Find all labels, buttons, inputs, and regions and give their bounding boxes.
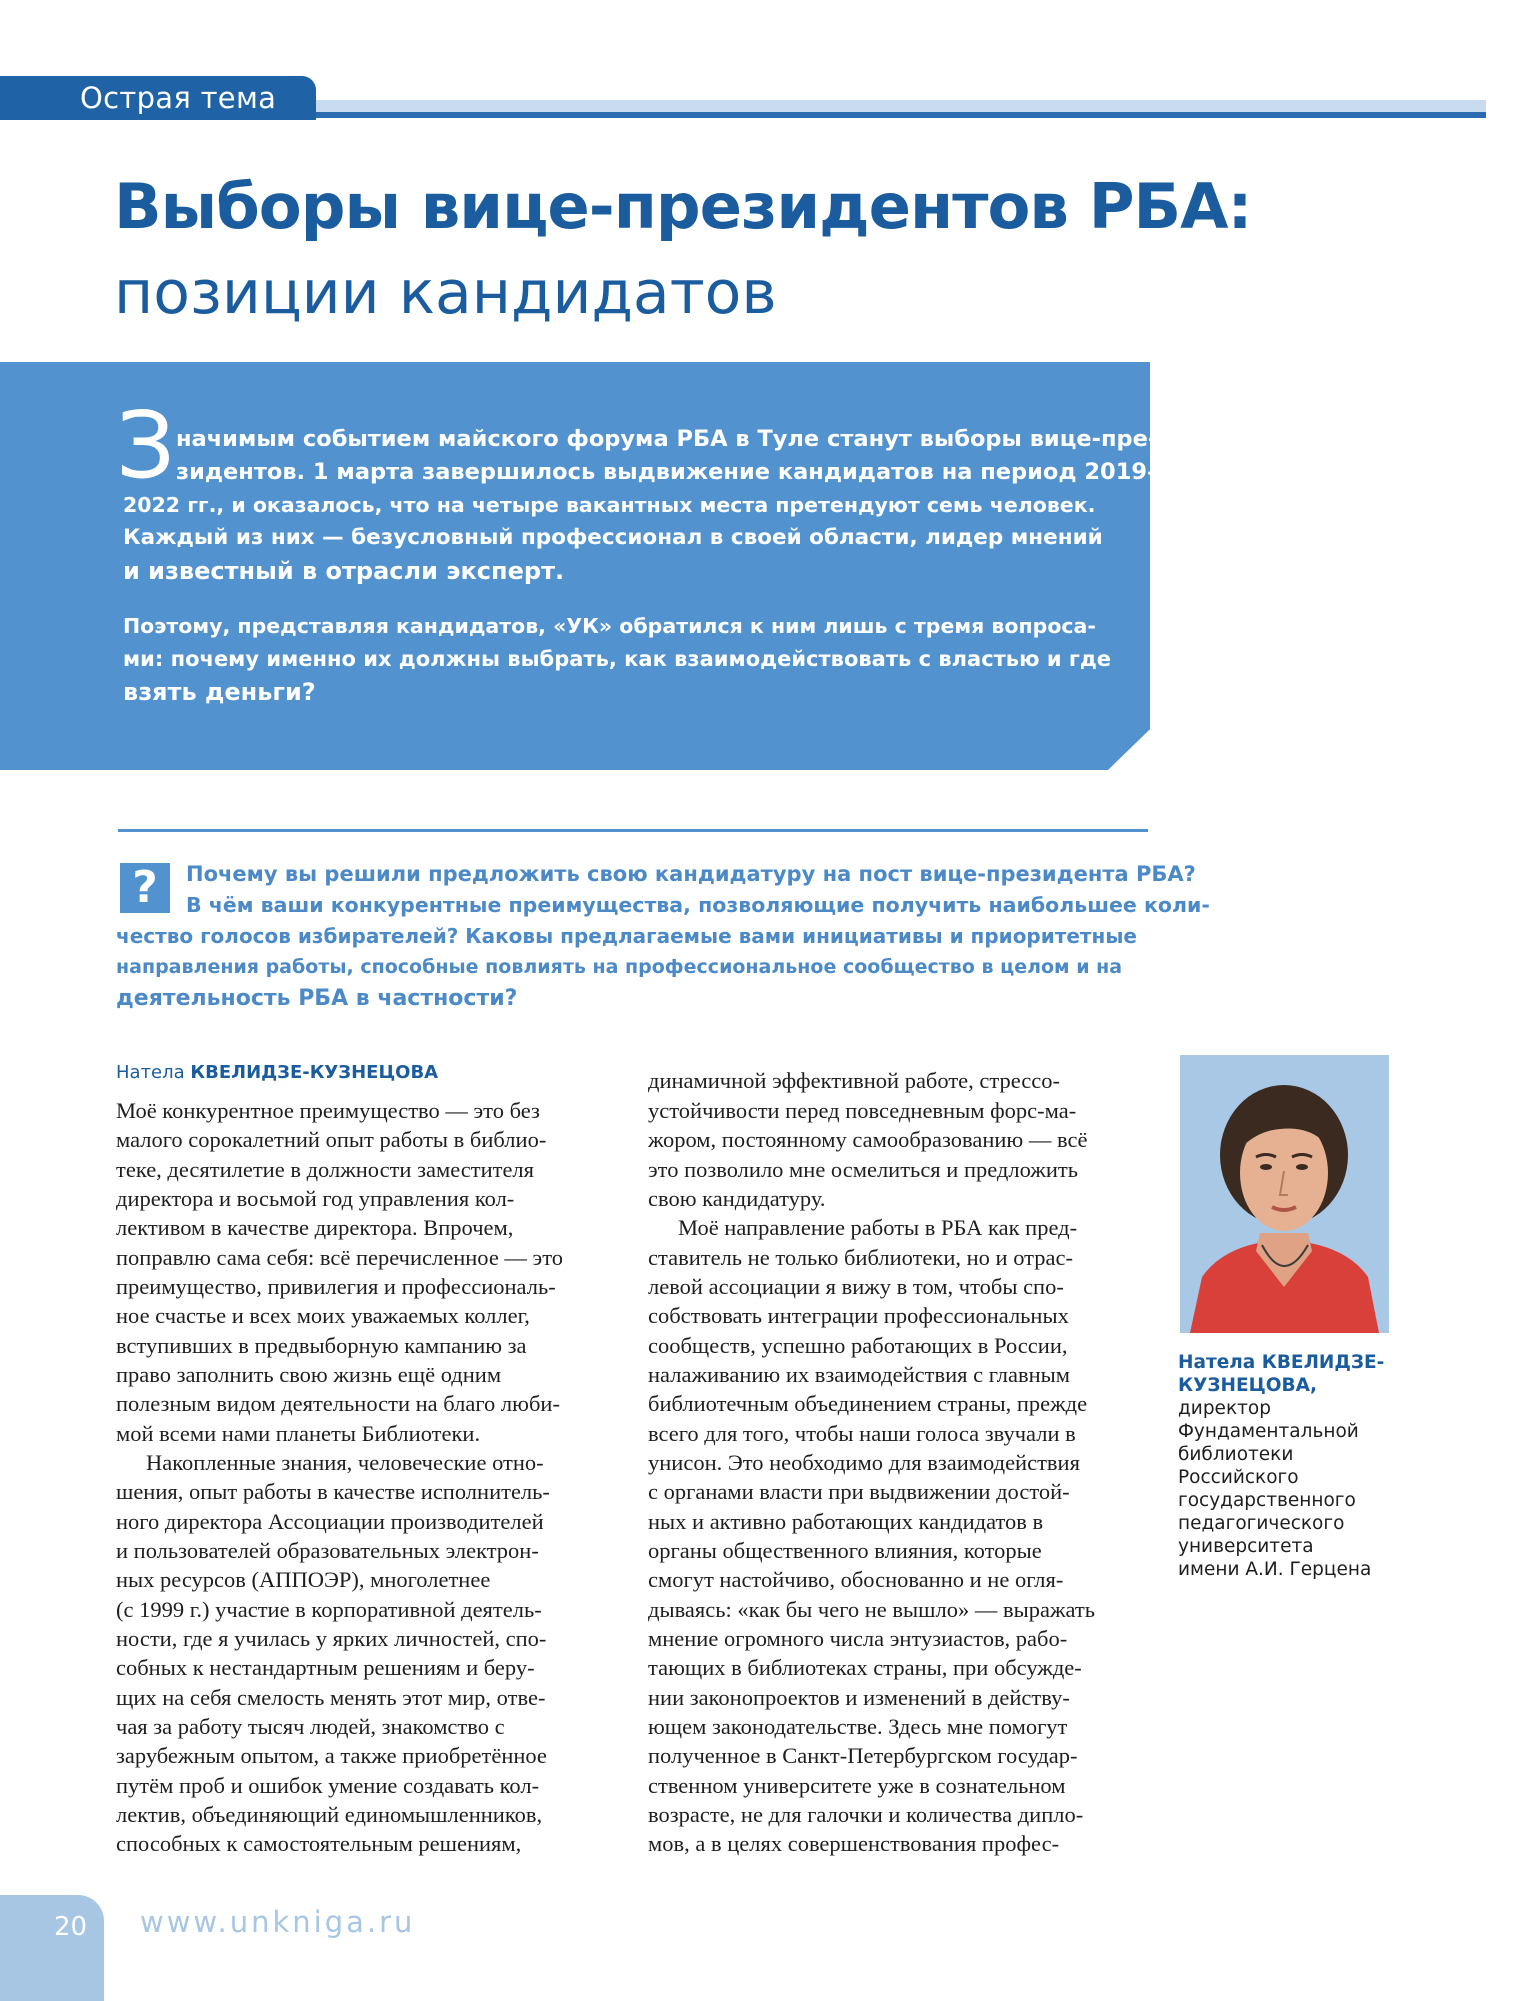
body-line: преимущество, привилегия и профессиональ- [116, 1274, 556, 1299]
body-line: (с 1999 г.) участие в корпоративной деятель- [116, 1597, 542, 1622]
body-line: свою кандидатуру. [648, 1186, 826, 1211]
body-line: ственном университете уже в сознательном [648, 1773, 1066, 1798]
body-line: ности, где я училась у ярких личностей, спо- [116, 1626, 547, 1651]
body-line: динамичной эффективной работе, стрессо- [648, 1068, 1061, 1093]
body-line: ное счастье и всех моих уважаемых коллег, [116, 1303, 530, 1328]
body-line: всего для того, чтобы наши голоса звучали в [648, 1421, 1076, 1446]
rubric-tab [0, 76, 316, 120]
body-line: ного директора Ассоциации производителей [116, 1509, 544, 1534]
body-line: лективом в качестве директора. Впрочем, [116, 1215, 514, 1240]
question-line: деятельность РБА в частности? [116, 986, 518, 1011]
body-line: смогут настойчиво, обоснованно и не огля- [648, 1567, 1064, 1592]
body-line: собствовать интеграции профессиональных [648, 1303, 1069, 1328]
body-line: полезным видом деятельности на благо люби- [116, 1391, 560, 1416]
caption-role: университета [1178, 1536, 1314, 1557]
rubric-line-dark [316, 112, 1488, 118]
section-divider [118, 829, 1148, 832]
body-line: щих на себя смелость менять этот мир, отве- [116, 1685, 546, 1710]
body-line: путём проб и ошибок умение создавать кол- [116, 1773, 540, 1798]
lead-line: и известный в отрасли эксперт. [123, 557, 565, 585]
body-line: с органами власти при выдвижении достой- [648, 1479, 1070, 1504]
portrait-illustration [1180, 1055, 1389, 1333]
question-line: Почему вы решили предложить свою кандидатуру на пост вице-президента РБА? [186, 862, 1196, 886]
body-line: дываясь: «как бы чего не вышло» — выражать [648, 1597, 1095, 1622]
caption-role: педагогического [1178, 1513, 1345, 1534]
lead-line: ми: почему именно их должны выбрать, как взаимодействовать с властью и где [123, 647, 1112, 671]
body-line: зарубежным опытом, а также приобретённое [116, 1743, 547, 1768]
body-line: налаживанию их взаимодействия с главным [648, 1362, 1071, 1387]
caption-role: имени А.И. Герцена [1178, 1559, 1372, 1580]
body-line: ных и активно работающих кандидатов в [648, 1509, 1044, 1534]
body-line: сообществ, успешно работающих в России, [648, 1333, 1068, 1358]
body-line: вступивших в предвыборную кампанию за [116, 1333, 527, 1358]
body-line: органы общественного влияния, которые [648, 1538, 1042, 1563]
author-first-name: Натела [116, 1062, 191, 1083]
body-line: способных к самостоятельным решениям, [116, 1831, 522, 1856]
rubric-bar [0, 76, 1488, 120]
rubric-line-light [316, 100, 1488, 112]
caption-role: директор [1178, 1398, 1271, 1419]
body-line: шения, опыт работы в качестве исполнитель- [116, 1479, 550, 1504]
body-line: ставитель не только библиотеки, но и отрас- [648, 1245, 1073, 1270]
rubric-notch [1486, 100, 1490, 120]
page-number-tab [0, 1895, 104, 2001]
body-line: возрасте, не для галочки и количества дипло- [648, 1802, 1084, 1827]
body-line: мнение огромного числа энтузиастов, рабо- [648, 1626, 1068, 1651]
body-line: поправлю сама себя: всё перечисленное — это [116, 1245, 564, 1270]
body-line: лектив, объединяющий единомышленников, [116, 1802, 543, 1827]
body-line: и пользователей образовательных электрон- [116, 1538, 539, 1563]
body-line: ных ресурсов (АППОЭР), многолетнее [116, 1567, 491, 1592]
lead-line: взять деньги? [123, 678, 316, 706]
body-line: левой ассоциации я вижу в том, чтобы спо- [648, 1274, 1064, 1299]
body-line: мой всеми нами планеты Библиотеки. [116, 1421, 481, 1446]
question-mark-icon: ? [120, 863, 170, 913]
body-line: жором, постоянному самообразованию — всё [648, 1127, 1088, 1152]
page-number: 20 [54, 1912, 88, 1942]
body-line: ющем законодательстве. Здесь мне помогут [648, 1714, 1068, 1739]
article-subtitle: позиции кандидатов [114, 258, 777, 328]
portrait-photo [1180, 1055, 1389, 1333]
question-line: чество голосов избирателей? Каковы предлагаемые вами инициативы и приоритетные [116, 924, 1137, 948]
site-url-link[interactable]: www.unkniga.ru [140, 1905, 416, 1939]
body-line: право заполнить свою жизнь ещё одним [116, 1362, 502, 1387]
lead-line: начимым событием майского форума РБА в Туле станут выборы вице-пре- [176, 426, 1158, 452]
body-line: нии законопроектов и изменений в действу- [648, 1685, 1070, 1710]
body-line: чая за работу тысяч людей, знакомство с [116, 1714, 505, 1739]
caption-role: Российского [1178, 1467, 1299, 1488]
caption-role: Фундаментальной [1178, 1421, 1359, 1442]
caption-name: Натела КВЕЛИДЗЕ- [1178, 1352, 1385, 1373]
body-line: мов, а в целях совершенствования профес- [648, 1831, 1060, 1856]
author-last-name: КВЕЛИДЗЕ-КУЗНЕЦОВА [190, 1062, 439, 1083]
rubric-label: Острая тема [80, 81, 277, 115]
body-line: библиотечным объединением страны, прежде [648, 1391, 1088, 1416]
article-title: Выборы вице-президентов РБА: [114, 170, 1252, 243]
lead-line: Каждый из них — безусловный профессионал в своей области, лидер мнений [123, 525, 1103, 550]
body-line: тающих в библиотеках страны, при обсужде- [648, 1655, 1082, 1680]
body-line: устойчивости перед повседневным форс-ма- [648, 1098, 1077, 1123]
body-line: Накопленные знания, человеческие отно- [146, 1450, 544, 1475]
body-line: Моё направление работы в РБА как пред- [678, 1215, 1078, 1240]
body-line: унисон. Это необходимо для взаимодействия [648, 1450, 1080, 1475]
body-line: директора и восьмой год управления кол- [116, 1186, 515, 1211]
lead-line: 2022 гг., и оказалось, что на четыре вакантных места претендуют семь человек. [123, 493, 1096, 517]
body-line: полученное в Санкт-Петербургском государ- [648, 1743, 1078, 1768]
body-line: это позволило мне осмелиться и предложить [648, 1157, 1078, 1182]
body-line: собных к нестандартным решениям и беру- [116, 1655, 535, 1680]
author-label [116, 1062, 438, 1083]
caption-role: библиотеки [1178, 1444, 1294, 1465]
caption-name: КУЗНЕЦОВА, [1178, 1375, 1317, 1396]
body-line: малого сорокалетний опыт работы в библио- [116, 1127, 547, 1152]
lead-drop-cap: З [116, 392, 175, 499]
question-line: В чём ваши конкурентные преимущества, позволяющие получить наибольшее коли- [186, 893, 1210, 917]
lead-line: Поэтому, представляя кандидатов, «УК» обратился к ним лишь с тремя вопроса- [123, 614, 1096, 638]
question-line: направления работы, способные повлиять на профессиональное сообщество в целом и на [116, 956, 1123, 978]
caption-role: государственного [1178, 1490, 1356, 1511]
body-line: Моё конкурентное преимущество — это без [116, 1098, 540, 1123]
lead-line: зидентов. 1 марта завершилось выдвижение кандидатов на период 2019– [176, 459, 1159, 485]
body-line: теке, десятилетие в должности заместителя [116, 1157, 535, 1182]
